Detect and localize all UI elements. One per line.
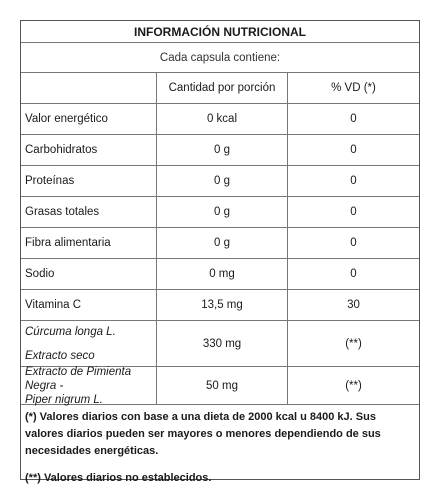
header-vd: % VD (*) xyxy=(331,82,376,94)
nutrient-amount: 13,5 mg xyxy=(157,290,288,320)
nutrient-name: Vitamina C xyxy=(21,290,157,320)
nutrient-name xyxy=(21,367,157,404)
nutrient-vd: 0 xyxy=(350,144,357,156)
nutrient-name-line1: Cúrcuma longa L. xyxy=(25,325,116,338)
nutrient-vd: 30 xyxy=(347,299,360,311)
nutrient-name: Valor energético xyxy=(21,104,157,134)
nutrient-name: Fibra alimentaria xyxy=(21,228,157,258)
table-row xyxy=(21,197,419,228)
nutrient-vd: 0 xyxy=(350,206,357,218)
nutrient-name: Grasas totales xyxy=(21,197,157,227)
nutrient-amount: 0 g xyxy=(157,228,288,258)
table-row xyxy=(21,228,419,259)
nutrient-name: Proteínas xyxy=(21,166,157,196)
nutrient-name-line1: Extracto de Pimienta Negra - xyxy=(25,365,132,392)
nutrition-table xyxy=(20,20,420,484)
table-row xyxy=(21,166,419,197)
table-row xyxy=(21,290,419,321)
table-title: INFORMACIÓN NUTRICIONAL xyxy=(134,24,306,39)
footnotes xyxy=(21,405,419,487)
nutrient-vd: 0 xyxy=(350,175,357,187)
nutrient-amount: 0 mg xyxy=(157,259,288,289)
table-row xyxy=(21,367,419,405)
table-row xyxy=(21,135,419,166)
nutrient-name xyxy=(21,321,157,366)
table-row xyxy=(21,104,419,135)
nutrient-vd: (**) xyxy=(345,379,362,392)
nutrient-vd: 0 xyxy=(350,237,357,249)
table-row xyxy=(21,321,419,367)
footnote-daily-values: (*) Valores diarios con base a una dieta de 2000 kcal u 8400 kJ. Sus valores diarios pueden ser mayores o menores dependiendo de sus necesidades energéticas. xyxy=(25,411,381,457)
nutrient-name: Sodio xyxy=(21,259,157,289)
nutrient-vd: 0 xyxy=(350,113,357,125)
footnote-not-established: (**) Valores diarios no establecidos. xyxy=(25,472,212,484)
nutrient-vd: (**) xyxy=(345,337,362,350)
nutrient-amount: 0 kcal xyxy=(157,104,288,134)
table-row xyxy=(21,259,419,290)
table-subtitle-row xyxy=(21,43,419,73)
table-header-row xyxy=(21,73,419,104)
nutrient-name-line2: Piper nigrum L. xyxy=(25,393,103,406)
header-portion: Cantidad por porción xyxy=(157,73,288,103)
nutrient-amount: 0 g xyxy=(157,197,288,227)
nutrient-amount: 330 mg xyxy=(157,321,288,366)
nutrient-amount: 50 mg xyxy=(157,367,288,404)
nutrient-vd: 0 xyxy=(350,268,357,280)
nutrient-name: Carbohidratos xyxy=(21,135,157,165)
header-nutrient xyxy=(21,73,157,103)
table-title-row xyxy=(21,21,419,43)
table-subtitle: Cada capsula contiene: xyxy=(159,51,281,64)
nutrient-name-line2: Extracto seco xyxy=(25,349,95,362)
nutrient-amount: 0 g xyxy=(157,135,288,165)
nutrient-amount: 0 g xyxy=(157,166,288,196)
